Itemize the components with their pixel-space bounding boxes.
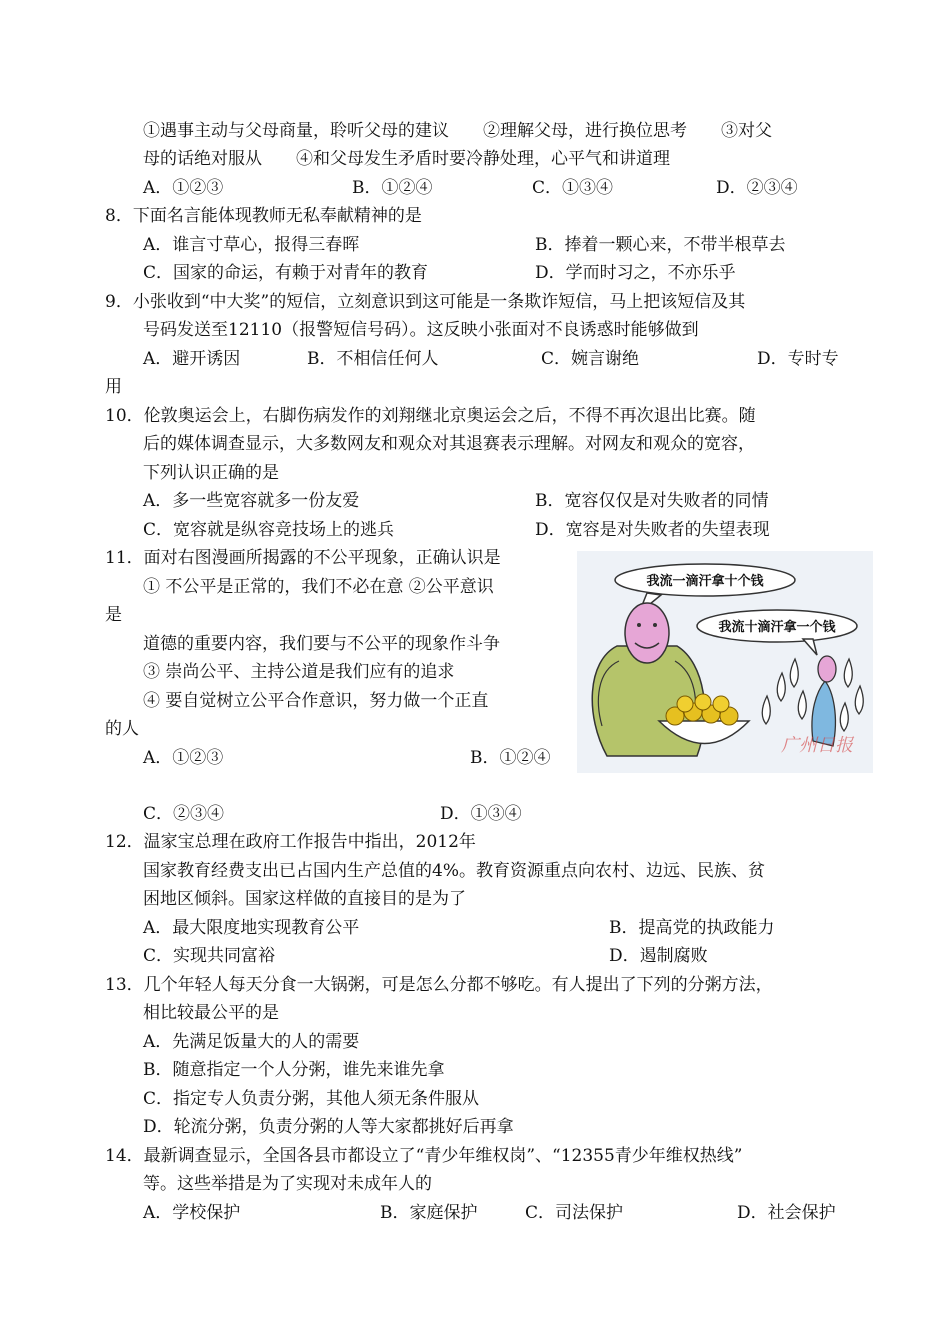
q10-choice-d: D．宽容是对失败者的失望表现 bbox=[535, 520, 770, 540]
q10-choice-a: A．多一些宽容就多一份友爱 bbox=[143, 491, 360, 511]
q11-item-3: ③ 崇尚公平、主持公道是我们应有的追求 bbox=[143, 662, 455, 682]
q11-choice-c: C．②③④ bbox=[143, 804, 225, 824]
q9-choice-a: A．避开诱因 bbox=[143, 349, 241, 369]
q12-stem-line-2: 国家教育经费支出已占国内生产总值的4%。教育资源重点向农村、边远、民族、贫 bbox=[143, 861, 765, 881]
q12-choice-b: B．提高党的执政能力 bbox=[609, 918, 775, 938]
q11-item-1: ① 不公平是正常的，我们不必在意 ②公平意识 bbox=[143, 577, 494, 597]
q8-choice-a: A．谁言寸草心，报得三春晖 bbox=[143, 235, 360, 255]
q11-choice-b: B．①②④ bbox=[470, 748, 551, 768]
q8-choice-c: C．国家的命运，有赖于对青年的教育 bbox=[143, 263, 429, 283]
q10-choice-c: C．宽容就是纵容竞技场上的逃兵 bbox=[143, 520, 395, 540]
q13-choice-b: B．随意指定一个人分粥，谁先来谁先拿 bbox=[143, 1060, 445, 1080]
q11-choice-a: A．①②③ bbox=[143, 748, 224, 768]
q7-choice-a: A．①②③ bbox=[143, 178, 224, 198]
q9-choice-d: D．专时专 bbox=[757, 349, 839, 369]
q8-stem: 8．下面名言能体现教师无私奉献精神的是 bbox=[105, 206, 422, 226]
q13-choice-c: C．指定专人负责分粥，其他人须无条件服从 bbox=[143, 1089, 480, 1109]
q12-choice-c: C．实现共同富裕 bbox=[143, 946, 276, 966]
q9-choice-d-wrap: 用 bbox=[105, 377, 122, 397]
q9-stem-line-2: 号码发送至12110（报警短信号码）。这反映小张面对不良诱惑时能够做到 bbox=[143, 320, 699, 340]
q11-item-4-wrap: 的人 bbox=[105, 719, 139, 739]
q8-choice-d: D．学而时习之，不亦乐乎 bbox=[535, 263, 736, 283]
q14-stem-line-2: 等。这些举措是为了实现对未成年人的 bbox=[143, 1174, 432, 1194]
q14-choice-b: B．家庭保护 bbox=[380, 1203, 478, 1223]
q10-stem-line-2: 后的媒体调查显示，大多数网友和观众对其退赛表示理解。对网友和观众的宽容， bbox=[143, 434, 755, 454]
q9-choice-c: C．婉言谢绝 bbox=[541, 349, 640, 369]
q7-choice-b: B．①②④ bbox=[352, 178, 433, 198]
q7-choice-d: D．②③④ bbox=[716, 178, 798, 198]
q13-stem-line-2: 相比较最公平的是 bbox=[143, 1003, 279, 1023]
q12-choice-a: A．最大限度地实现教育公平 bbox=[143, 918, 360, 938]
q13-choice-d: D．轮流分粥，负责分粥的人等大家都挑好后再拿 bbox=[143, 1117, 514, 1137]
q12-stem-line-1: 12．温家宝总理在政府工作报告中指出，2012年 bbox=[105, 832, 476, 852]
newspaper-watermark: 广州日报 bbox=[781, 735, 853, 756]
q11-item-2-wrap: 是 bbox=[105, 605, 122, 625]
q10-stem-line-1: 10．伦敦奥运会上，右脚伤病发作的刘翔继北京奥运会之后，不得不再次退出比赛。随 bbox=[105, 406, 756, 426]
q10-stem-line-3: 下列认识正确的是 bbox=[143, 463, 279, 483]
q12-choice-d: D．遏制腐败 bbox=[609, 946, 708, 966]
q12-stem-line-3: 困地区倾斜。国家这样做的直接目的是为了 bbox=[143, 889, 466, 909]
q14-choice-c: C．司法保护 bbox=[525, 1203, 624, 1223]
q9-stem-line-1: 9．小张收到“中大奖”的短信，立刻意识到这可能是一条欺诈短信，马上把该短信及其 bbox=[105, 292, 746, 312]
q14-choice-a: A．学校保护 bbox=[143, 1203, 241, 1223]
q7-options-line-2: 母的话绝对服从 ④和父母发生矛盾时要冷静处理，心平气和讲道理 bbox=[143, 149, 670, 169]
q14-stem-line-1: 14．最新调查显示，全国各县市都设立了“青少年维权岗”、“12355青少年维权热线” bbox=[105, 1146, 743, 1166]
q11-choice-d: D．①③④ bbox=[440, 804, 522, 824]
q11-item-2: 道德的重要内容，我们要与不公平的现象作斗争 bbox=[143, 634, 500, 654]
q10-choice-b: B．宽容仅仅是对失败者的同情 bbox=[535, 491, 769, 511]
speech-bubble-2-text: 我流十滴汗拿一个钱 bbox=[718, 620, 836, 635]
q11-stem: 11．面对右图漫画所揭露的不公平现象，正确认识是 bbox=[105, 548, 501, 568]
q13-stem-line-1: 13．几个年轻人每天分食一大锅粥，可是怎么分都不够吃。有人提出了下列的分粥方法， bbox=[105, 975, 773, 995]
q11-item-4: ④ 要自觉树立公平合作意识，努力做一个正直 bbox=[143, 691, 489, 711]
q7-options-line-1: ①遇事主动与父母商量，聆听父母的建议 ②理解父母，进行换位思考 ③对父 bbox=[143, 121, 772, 141]
q7-choice-c: C．①③④ bbox=[532, 178, 614, 198]
speech-bubble-1-text: 我流一滴汗拿十个钱 bbox=[646, 574, 764, 589]
q14-choice-d: D．社会保护 bbox=[737, 1203, 836, 1223]
q9-choice-b: B．不相信任何人 bbox=[307, 349, 439, 369]
q13-choice-a: A．先满足饭量大的人的需要 bbox=[143, 1032, 360, 1052]
fairness-cartoon bbox=[577, 551, 873, 773]
q8-choice-b: B．捧着一颗心来，不带半根草去 bbox=[535, 235, 786, 255]
